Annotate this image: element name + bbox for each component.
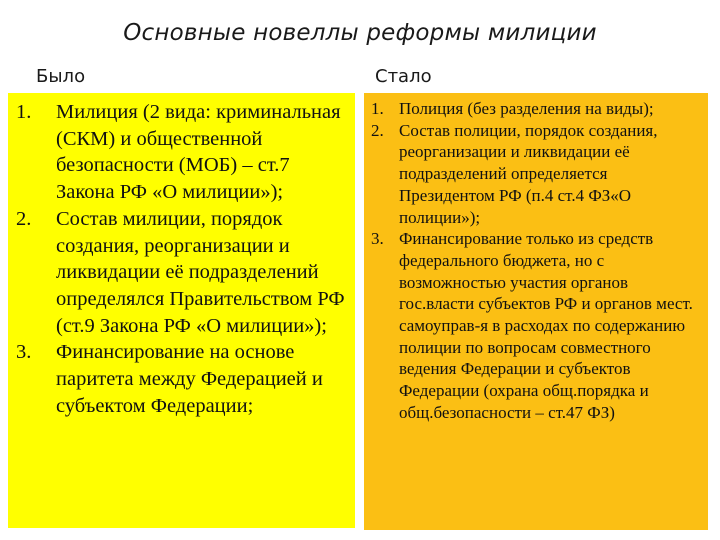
item-number: 3.: [371, 229, 384, 249]
before-panel: [8, 93, 355, 528]
item-number: 1.: [16, 101, 32, 123]
item-number: 2.: [371, 120, 384, 140]
item-text: Состав милиции, порядок создания, реорганизации и ликвидации её подразделений определялся Правительством РФ (ст.9 Закона РФ «О милиции»);: [56, 207, 345, 337]
after-list: [364, 93, 708, 424]
list-item: [371, 120, 702, 229]
item-text: Милиция (2 вида: криминальная (СКМ) и общественной безопасности (МОБ) – ст.7 Закона РФ «О милиции»);: [56, 101, 341, 204]
item-number: 2.: [16, 207, 32, 230]
list-item: [371, 98, 702, 120]
list-item: [371, 228, 702, 423]
item-number: 3.: [16, 341, 32, 364]
column-header-after: Стало: [375, 66, 432, 87]
item-text: Полиция (без разделения на виды);: [399, 99, 654, 118]
item-text: Финансирование только из средств федерального бюджета, но с возможностью участия органов гос.власти субъектов РФ и органов мест. самоуправ-я в расходах по содержанию полиции по вопросам совместного ведения Федерации и субъектов Федерации (охрана общ.порядка и общ.безопасности – ст.47 ФЗ): [399, 229, 693, 422]
slide-title: Основные новеллы реформы милиции: [123, 20, 597, 46]
item-text: Финансирование на основе паритета между Федерацией и субъектом Федерации;: [56, 341, 323, 417]
item-number: 1.: [371, 99, 384, 118]
list-item: [16, 206, 349, 340]
list-item: [16, 339, 349, 419]
item-text: Состав полиции, порядок создания, реорганизации и ликвидации её подразделений определяется Президентом РФ (п.4 ст.4 ФЗ«О полиции»);: [399, 120, 658, 227]
column-header-before: Было: [36, 66, 86, 87]
after-panel: [364, 93, 708, 530]
list-item: [16, 99, 349, 206]
before-list: [8, 93, 355, 419]
